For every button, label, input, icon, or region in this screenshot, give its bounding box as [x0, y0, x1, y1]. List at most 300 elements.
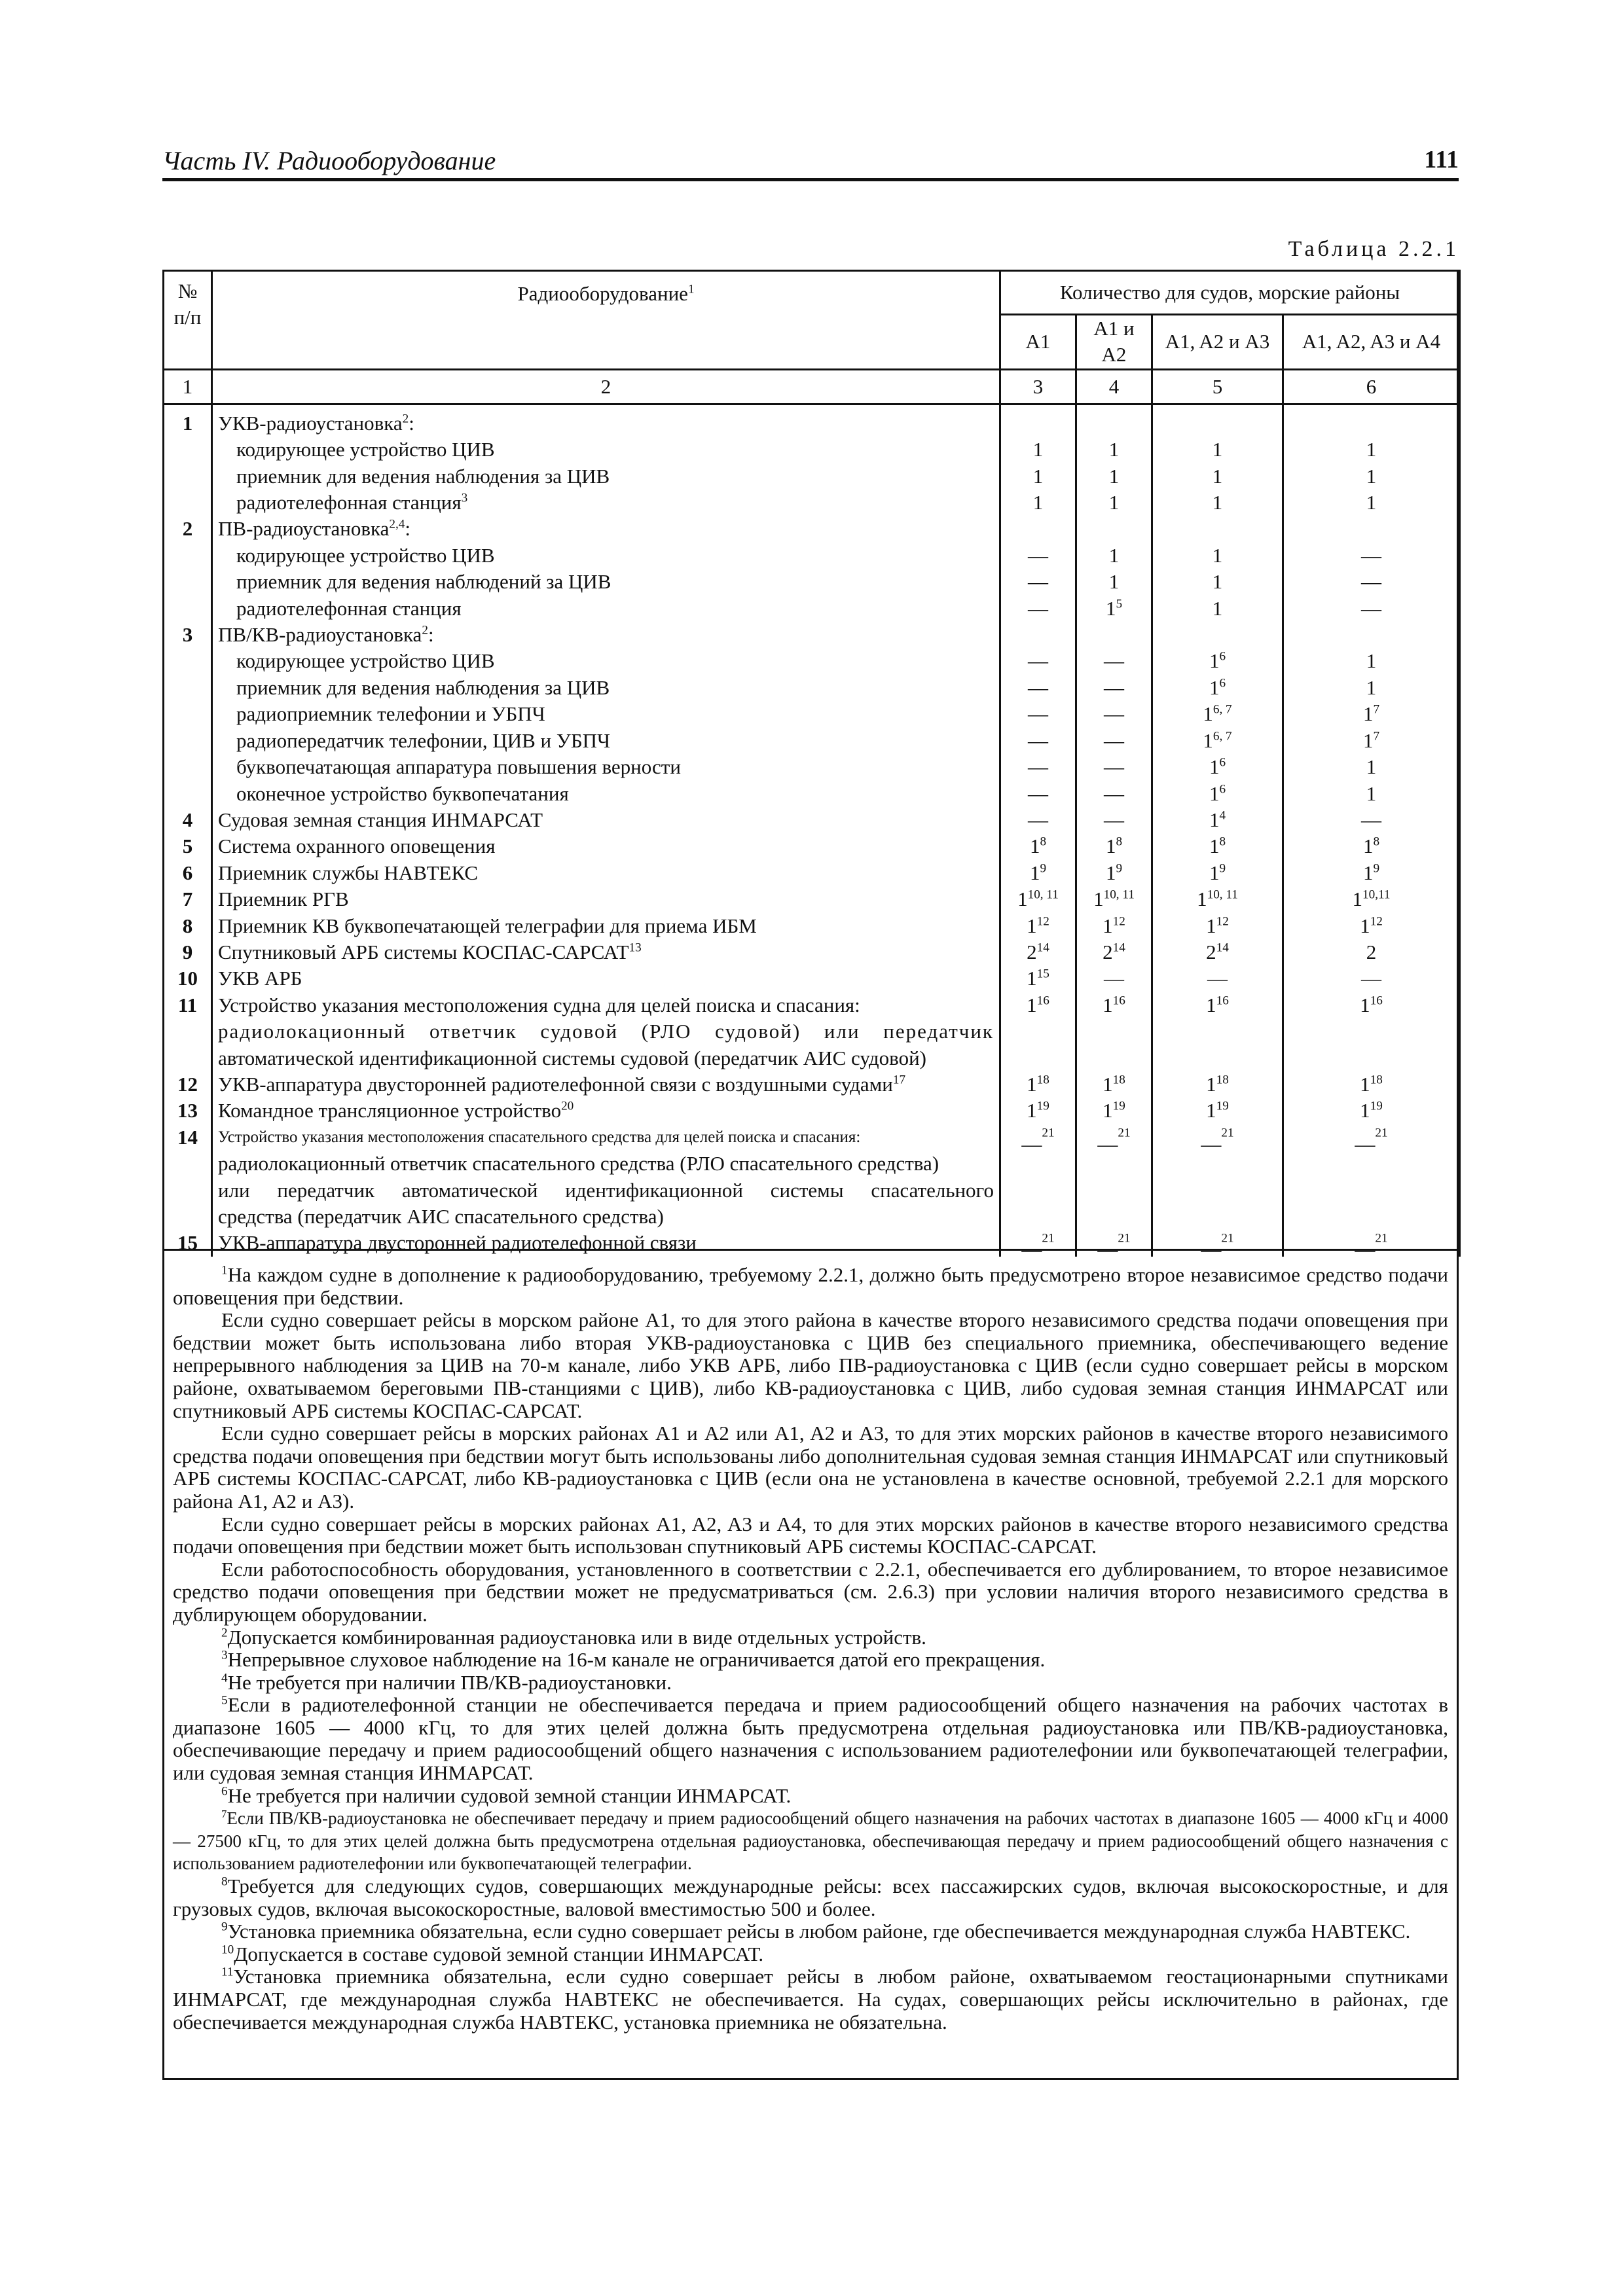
quantity-value — [1158, 1018, 1277, 1045]
quantity-value — [1158, 675, 1277, 701]
quantity-cell — [1283, 992, 1460, 1071]
quantity-value — [1289, 437, 1453, 463]
quantity-number: 1 — [1366, 464, 1377, 488]
quantity-header: Количество для судов, морские районы — [1000, 271, 1460, 315]
punctuation: : — [409, 411, 414, 435]
equipment-name: УКВ-аппаратура двусторонней радиотелефонной связи — [218, 1231, 697, 1255]
quantity-cell — [1152, 833, 1283, 859]
quantity-value — [1082, 1018, 1146, 1045]
quantity-cell — [1283, 1098, 1460, 1124]
row-number: 8 — [164, 913, 212, 939]
quantity-number: — — [1028, 543, 1048, 567]
footnote-ref: 2,4 — [389, 517, 405, 531]
footnote-ref: 8 — [1040, 834, 1047, 849]
equipment-name: или передатчик автоматической идентификационной системы спасательного — [218, 1178, 994, 1202]
table-row — [164, 1098, 1460, 1124]
equipment-name: ПВ-радиоустановка — [218, 517, 390, 541]
quantity-number: 1 — [1212, 491, 1223, 514]
quantity-value — [1289, 886, 1453, 912]
table-caption: Таблица 2.2.1 — [1288, 237, 1459, 261]
quantity-value — [1158, 437, 1277, 463]
quantity-value — [1289, 807, 1453, 833]
quantity-value — [1289, 701, 1453, 727]
footnote-ref: 6, 7 — [1213, 702, 1232, 717]
quantity-cell — [1152, 939, 1283, 965]
quantity-cell — [1000, 939, 1076, 965]
quantity-value — [1158, 754, 1277, 780]
quantity-cell — [1000, 886, 1076, 912]
equipment-line — [218, 543, 994, 569]
quantity-value — [1006, 886, 1070, 912]
equipment-line — [218, 1204, 994, 1230]
quantity-value — [1289, 1071, 1453, 1098]
quantity-value — [1006, 913, 1070, 939]
equipment-name: Система охранного оповещения — [218, 834, 496, 858]
quantity-value — [1289, 939, 1453, 965]
quantity-value — [1006, 516, 1070, 542]
quantity-value — [1082, 860, 1146, 886]
quantity-cell — [1076, 1098, 1152, 1124]
row-number: 6 — [164, 860, 212, 886]
quantity-number: 2 — [1366, 940, 1377, 963]
quantity-number: 1 — [1206, 993, 1216, 1016]
quantity-value — [1289, 490, 1453, 516]
quantity-value — [1082, 807, 1146, 833]
quantity-value — [1006, 701, 1070, 727]
quantity-cell — [1152, 1098, 1283, 1124]
equipment-line — [218, 781, 994, 807]
equipment-line — [218, 569, 994, 595]
quantity-number: — — [1361, 570, 1381, 594]
quantity-value — [1006, 437, 1070, 463]
quantity-value — [1289, 1018, 1453, 1045]
quantity-number: — — [1361, 967, 1381, 990]
footnote-ref: 12 — [1370, 914, 1383, 928]
quantity-number: 2 — [1027, 940, 1037, 963]
table-row — [164, 807, 1460, 833]
table-row — [164, 1124, 1460, 1230]
quantity-number: 1 — [1206, 1099, 1216, 1122]
equipment-name: кодирующее устройство ЦИВ — [236, 543, 495, 567]
footnote-ref: 10,11 — [1362, 888, 1391, 902]
quantity-cell — [1076, 1071, 1152, 1098]
quantity-cell — [1076, 807, 1152, 833]
footnote-ref: 1 — [687, 282, 695, 296]
quantity-cell — [1152, 404, 1283, 516]
equipment-line — [218, 410, 994, 437]
footnote — [173, 1672, 1448, 1695]
footnote-ref: 14 — [1036, 941, 1049, 955]
quantity-value — [1289, 860, 1453, 886]
equipment-name: Устройство указания местоположения судна для целей поиска и спасания: — [218, 993, 860, 1016]
quantity-number: 1 — [1027, 967, 1037, 990]
quantity-number: — — [1104, 808, 1124, 831]
footnote-text: На каждом судне в дополнение к радиооборудованию, требуемому 2.2.1, должно быть предусмотрено второе независимое средство подачи оповещения при бедствии. — [173, 1263, 1448, 1309]
quantity-cell — [1076, 516, 1152, 622]
quantity-cell — [1000, 1098, 1076, 1124]
table-body — [164, 404, 1460, 1257]
quantity-value — [1006, 833, 1070, 859]
footnote-ref: 12 — [1036, 914, 1049, 928]
quantity-value — [1289, 622, 1453, 648]
quantity-value — [1289, 1124, 1453, 1151]
quantity-cell — [1283, 1071, 1460, 1098]
footnote — [173, 1807, 1448, 1875]
quantity-value — [1158, 701, 1277, 727]
equipment-line — [218, 754, 994, 780]
quantity-number: — — [1361, 596, 1381, 620]
footnote-ref: 18 — [1370, 1073, 1383, 1087]
equipment-name: радиотелефонная станция — [236, 596, 462, 620]
quantity-number: 1 — [1206, 1072, 1216, 1096]
quantity-value — [1006, 543, 1070, 569]
equipment-line — [218, 596, 994, 622]
equipment-name: буквопечатающая аппаратура повышения верности — [236, 755, 681, 779]
equipment-line — [218, 913, 994, 939]
footnote-ref: 12 — [1112, 914, 1125, 928]
footnote — [173, 1558, 1448, 1626]
row-number: 4 — [164, 807, 212, 833]
quantity-value — [1289, 781, 1453, 807]
footnote-ref: 10, 11 — [1207, 888, 1238, 902]
quantity-value — [1082, 1204, 1146, 1230]
quantity-value — [1158, 1177, 1277, 1204]
equipment-name: Командное трансляционное устройство — [218, 1099, 562, 1122]
footnote-ref: 18 — [1216, 1073, 1229, 1087]
quantity-number: 1 — [1360, 1099, 1370, 1122]
footnote-text: Если судно совершает рейсы в морских районах A1, A2, A3 и A4, то для этих морских районов в качестве второго независимого средства подачи оповещения при бедствии может быть использован спутниковый АРБ системы КОСПАС-САРСАТ. — [173, 1512, 1448, 1558]
equipment-name: Приемник службы НАВТЕКС — [218, 861, 479, 884]
footnote-ref: 13 — [629, 941, 642, 955]
equipment-name: Устройство указания местоположения спасательного средства для целей поиска и спасания: — [218, 1128, 861, 1146]
quantity-number: 1 — [1209, 861, 1220, 884]
column-number-row — [164, 369, 1460, 404]
quantity-number: 1 — [1027, 1072, 1037, 1096]
quantity-number: — — [1104, 755, 1124, 779]
equipment-cell — [212, 939, 1000, 965]
quantity-value — [1006, 1124, 1070, 1151]
quantity-number: 1 — [1366, 781, 1377, 805]
quantity-cell — [1000, 807, 1076, 833]
quantity-value — [1082, 701, 1146, 727]
quantity-number: 1 — [1103, 1072, 1113, 1096]
footnote — [173, 1943, 1448, 1966]
equipment-line — [218, 1071, 994, 1098]
equipment-name: Приемник КВ буквопечатающей телеграфии для приема ИБМ — [218, 914, 757, 937]
quantity-value — [1082, 833, 1146, 859]
quantity-value — [1006, 569, 1070, 595]
row-number: 1 — [164, 404, 212, 516]
quantity-number: — — [1361, 808, 1381, 831]
equipment-name: радиолокационный ответчик судовой (РЛО судовой) или передатчик — [218, 1020, 994, 1043]
equipment-cell — [212, 992, 1000, 1071]
quantity-value — [1158, 1151, 1277, 1177]
row-number: 7 — [164, 886, 212, 912]
quantity-value — [1158, 622, 1277, 648]
area-header: A1 и A2 — [1076, 315, 1152, 370]
quantity-number: 1 — [1212, 543, 1223, 567]
quantity-cell — [1152, 913, 1283, 939]
quantity-number: 1 — [1105, 834, 1116, 858]
quantity-cell — [1000, 992, 1076, 1071]
quantity-number: 1 — [1093, 888, 1104, 911]
footnote-ref: 4 — [1219, 808, 1226, 823]
quantity-value — [1006, 622, 1070, 648]
quantity-value — [1006, 675, 1070, 701]
quantity-number: 1 — [1108, 570, 1120, 594]
quantity-number: __ — [1021, 1231, 1042, 1255]
quantity-cell — [1076, 404, 1152, 516]
column-number: 1 — [164, 369, 212, 404]
quantity-number: 1 — [1360, 1072, 1370, 1096]
equipment-name: ПВ/КВ-радиоустановка — [218, 623, 422, 647]
footnote-text: Требуется для следующих судов, совершающих международные рейсы: всех пассажирских судов, включая высокоскоростные, и для грузовых судов, включая высокоскоростные, валовой вместимостью 500 и более. — [173, 1874, 1448, 1920]
quantity-value — [1082, 1124, 1146, 1151]
equipment-name: приемник для ведения наблюдения за ЦИВ — [236, 675, 610, 699]
quantity-value — [1158, 410, 1277, 437]
footnote — [173, 1422, 1448, 1513]
quantity-cell — [1283, 860, 1460, 886]
equipment-line — [218, 1018, 994, 1045]
quantity-number: 1 — [1032, 491, 1044, 514]
quantity-number: 1 — [1032, 438, 1044, 461]
footnote-ref: 9 — [1373, 861, 1380, 876]
table-row — [164, 860, 1460, 886]
quantity-value — [1289, 596, 1453, 622]
quantity-number: 1 — [1212, 438, 1223, 461]
row-number: 5 — [164, 833, 212, 859]
quantity-value — [1158, 781, 1277, 807]
footnote-ref: 8 — [1116, 834, 1123, 849]
column-number: 2 — [212, 369, 1000, 404]
quantity-value — [1006, 596, 1070, 622]
quantity-cell — [1283, 939, 1460, 965]
quantity-number: — — [1104, 728, 1124, 752]
footnote-ref: 9 — [1040, 861, 1047, 876]
footnote-text: Если судно совершает рейсы в морском районе A1, то для этого района в качестве второго независимого средства подачи оповещения при бедствии может быть использована либо вторая УКВ-радиоустановка с ЦИВ без специального приемника, обеспечивающего ведение непрерывного наблюдения за ЦИВ на 70-м канале, либо УКВ АРБ, либо ПВ-радиоустановка с ЦИВ (если судно совершает рейсы в морском районе, охватываемом береговыми ПВ-станциями с ЦИВ), либо КВ-радиоустановка с ЦИВ, либо судовая земная станция ИНМАРСАТ или спутниковый АРБ системы КОСПАС-САРСАТ. — [173, 1308, 1448, 1422]
footnote-ref: 19 — [1036, 1099, 1049, 1113]
row-number: 2 — [164, 516, 212, 622]
footnote-text: Если работоспособность оборудования, установленного в соответствии с 2.2.1, обеспечивается его дублированием, то второе независимое средство подачи оповещения при бедствии может не предусматриваться (см. 2.6.3) при условии наличия второго независимого средства в дублирующем оборудовании. — [173, 1557, 1448, 1626]
quantity-cell — [1000, 913, 1076, 939]
quantity-value — [1082, 622, 1146, 648]
quantity-cell — [1076, 965, 1152, 992]
quantity-number: 1 — [1197, 888, 1207, 911]
quantity-value — [1082, 939, 1146, 965]
quantity-value — [1158, 939, 1277, 965]
quantity-cell — [1152, 1071, 1283, 1098]
footnote-ref: 19 — [1112, 1099, 1125, 1113]
quantity-value — [1082, 1045, 1146, 1071]
equipment-cell — [212, 1071, 1000, 1098]
quantity-number: — — [1104, 967, 1124, 990]
equipment-name: приемник для ведения наблюдений за ЦИВ — [236, 570, 611, 594]
footnote-text: Установка приемника обязательна, если судно совершает рейсы в любом районе, охватываемом геостационарными спутниками ИНМАРСАТ, где международная служба НАВТЕКС не обеспечивается. На судах, совершающих рейсы исключительно в районах, где обеспечивается международная служба НАВТЕКС, установка приемника не обязательна. — [173, 1965, 1448, 2034]
quantity-value — [1082, 410, 1146, 437]
quantity-value — [1158, 1204, 1277, 1230]
quantity-number: 1 — [1206, 914, 1216, 937]
quantity-cell — [1000, 965, 1076, 992]
equipment-line — [218, 728, 994, 754]
quantity-value — [1006, 490, 1070, 516]
quantity-number: — — [1104, 675, 1124, 699]
equipment-cell — [212, 833, 1000, 859]
quantity-value — [1082, 463, 1146, 490]
footnote-ref: 9 — [1219, 861, 1226, 876]
footnote-ref: 18 — [1112, 1073, 1125, 1087]
quantity-number: 2 — [1103, 940, 1113, 963]
equipment-cell — [212, 622, 1000, 807]
quantity-value — [1158, 913, 1277, 939]
quantity-number: __ — [1021, 1125, 1042, 1149]
quantity-value — [1289, 1098, 1453, 1124]
quantity-number: 1 — [1108, 438, 1120, 461]
footnote-ref: 14 — [1112, 941, 1125, 955]
quantity-number: 1 — [1203, 702, 1213, 726]
footnote-marker: 2 — [221, 1625, 228, 1640]
equipment-line — [218, 701, 994, 727]
quantity-number: 1 — [1352, 888, 1362, 911]
punctuation: : — [405, 517, 410, 541]
quantity-value — [1082, 1071, 1146, 1098]
quantity-number: __ — [1097, 1125, 1118, 1149]
quantity-cell — [1076, 622, 1152, 807]
column-number: 3 — [1000, 369, 1076, 404]
footnote — [173, 1875, 1448, 1920]
quantity-cell — [1076, 833, 1152, 859]
footnote-marker: 6 — [221, 1784, 228, 1799]
quantity-number: — — [1028, 728, 1048, 752]
quantity-number: — — [1361, 543, 1381, 567]
footnote-marker: 5 — [221, 1693, 228, 1708]
footnote-ref: 2 — [422, 623, 428, 637]
quantity-value — [1082, 754, 1146, 780]
footnote-ref: 2 — [402, 412, 409, 426]
table-row — [164, 404, 1460, 516]
quantity-cell — [1283, 516, 1460, 622]
footnote-ref: 21 — [1042, 1231, 1055, 1246]
equipment-line — [218, 1177, 994, 1204]
quantity-number: 1 — [1027, 993, 1037, 1016]
footnote-ref: 7 — [1373, 702, 1380, 717]
quantity-number: 1 — [1212, 464, 1223, 488]
quantity-cell — [1283, 807, 1460, 833]
quantity-value — [1082, 781, 1146, 807]
equipment-line — [218, 992, 994, 1018]
table-row — [164, 992, 1460, 1071]
equipment-name: приемник для ведения наблюдения за ЦИВ — [236, 464, 610, 488]
quantity-cell — [1076, 860, 1152, 886]
quantity-number: 1 — [1103, 993, 1113, 1016]
quantity-number: __ — [1097, 1231, 1118, 1255]
footnote-ref: 21 — [1221, 1126, 1234, 1140]
pp-label: п/п — [173, 306, 202, 329]
quantity-cell — [1152, 516, 1283, 622]
quantity-value — [1158, 728, 1277, 754]
quantity-number: 1 — [1366, 675, 1377, 699]
table-header-row — [164, 271, 1460, 315]
footnotes — [162, 1249, 1459, 2034]
footnote-ref: 6 — [1219, 649, 1226, 664]
quantity-number: — — [1028, 755, 1048, 779]
quantity-value — [1158, 1124, 1277, 1151]
page-number: 111 — [1424, 146, 1459, 173]
equipment-name: кодирующее устройство ЦИВ — [236, 438, 495, 461]
quantity-cell — [1283, 833, 1460, 859]
footnote-marker: 8 — [221, 1874, 228, 1889]
quantity-value — [1006, 648, 1070, 674]
equipment-name: УКВ АРБ — [218, 967, 302, 990]
quantity-value — [1082, 1177, 1146, 1204]
quantity-value — [1082, 1151, 1146, 1177]
quantity-value — [1289, 463, 1453, 490]
quantity-value — [1082, 1098, 1146, 1124]
area-header: A1, A2, A3 и A4 — [1283, 315, 1460, 370]
quantity-cell — [1283, 622, 1460, 807]
quantity-value — [1289, 728, 1453, 754]
running-title: Часть IV. Радиооборудование — [162, 146, 496, 175]
quantity-value — [1289, 516, 1453, 542]
quantity-value — [1158, 1098, 1277, 1124]
footnote-ref: 3 — [461, 491, 468, 505]
quantity-cell — [1000, 1124, 1076, 1230]
quantity-cell — [1076, 913, 1152, 939]
quantity-value — [1082, 728, 1146, 754]
equipment-cell — [212, 404, 1000, 516]
quantity-cell — [1283, 913, 1460, 939]
footnote-marker: 11 — [221, 1965, 234, 1979]
quantity-cell — [1152, 886, 1283, 912]
footnote-ref: 21 — [1118, 1126, 1131, 1140]
quantity-value — [1006, 965, 1070, 992]
footnote-marker: 9 — [221, 1920, 228, 1934]
equipment-line — [218, 490, 994, 516]
quantity-number: 1 — [1103, 1099, 1113, 1122]
footnote-ref: 9 — [1116, 861, 1123, 876]
column-number: 5 — [1152, 369, 1283, 404]
quantity-cell — [1000, 516, 1076, 622]
footnote-ref: 5 — [1116, 597, 1123, 611]
column-number: 6 — [1283, 369, 1460, 404]
quantity-number: 1 — [1029, 861, 1040, 884]
quantity-value — [1006, 1204, 1070, 1230]
quantity-number: 1 — [1203, 728, 1213, 752]
footnote-ref: 8 — [1219, 834, 1226, 849]
punctuation: : — [428, 623, 434, 647]
footnote-ref: 10, 11 — [1027, 888, 1059, 902]
equipment-cell — [212, 807, 1000, 833]
quantity-number: 1 — [1108, 464, 1120, 488]
quantity-value — [1289, 1177, 1453, 1204]
quantity-number: 1 — [1027, 914, 1037, 937]
quantity-value — [1289, 833, 1453, 859]
quantity-cell — [1152, 992, 1283, 1071]
quantity-number: 1 — [1209, 781, 1220, 805]
quantity-cell — [1076, 886, 1152, 912]
quantity-value — [1006, 1098, 1070, 1124]
footnote-ref: 16 — [1370, 994, 1383, 1008]
footnote-text: Не требуется при наличии судовой земной станции ИНМАРСАТ. — [227, 1784, 792, 1807]
equipment-name: автоматической идентификационной системы судовой (передатчик АИС судовой) — [218, 1046, 927, 1069]
equipment-line — [218, 622, 994, 648]
footnote — [173, 1694, 1448, 1784]
quantity-cell — [1000, 1071, 1076, 1098]
quantity-cell — [1283, 404, 1460, 516]
quantity-number: — — [1104, 702, 1124, 726]
quantity-number: __ — [1201, 1125, 1222, 1149]
quantity-value — [1289, 1045, 1453, 1071]
footnote — [173, 1626, 1448, 1649]
